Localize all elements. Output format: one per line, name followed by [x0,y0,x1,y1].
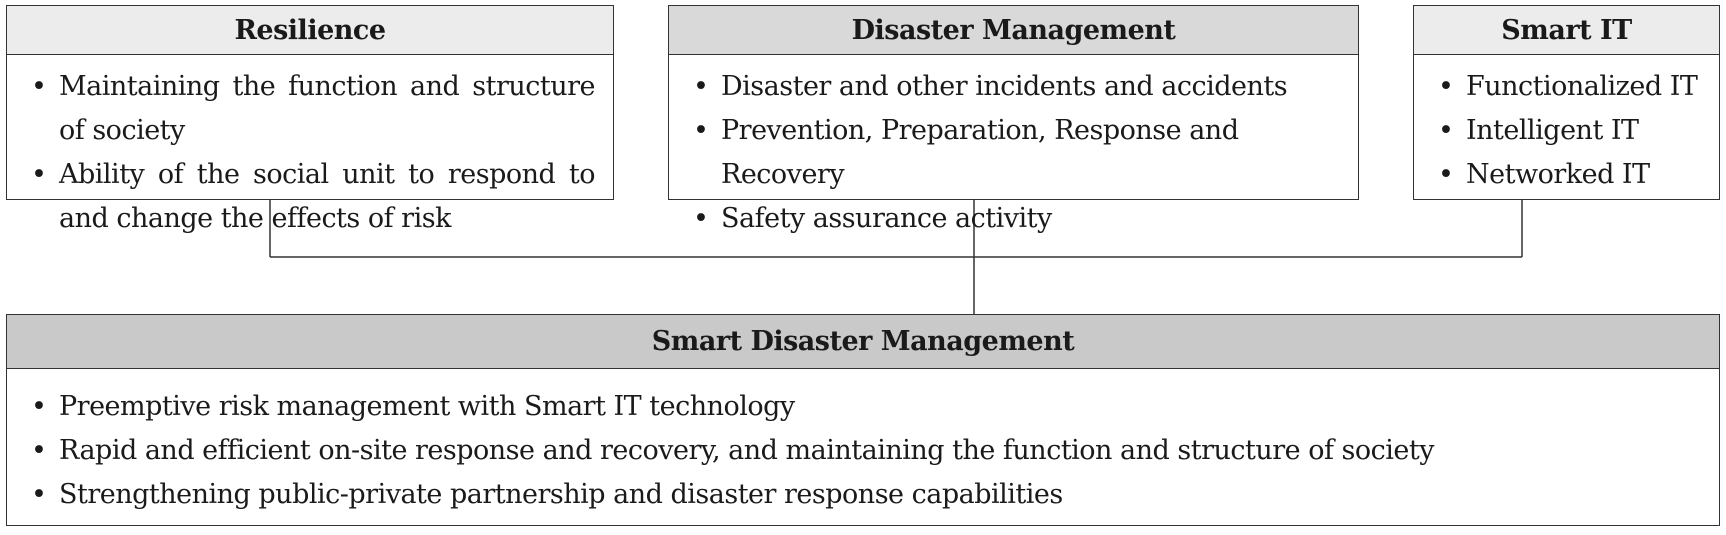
list-item: • Prevention, Preparation, Response and Recovery [693,109,1340,197]
resilience-box [6,5,614,234]
smart-it-box [1413,5,1720,200]
smart-disaster-management-title: Smart Disaster Management [7,315,1719,369]
list-item: • Disaster and other incidents and accidents [693,65,1340,109]
list-item: • Strengthening public-private partnership and disaster response capabilities [31,473,1701,517]
list-item: • Networked IT [1438,153,1701,197]
resilience-list [7,55,613,241]
smart-it-title: Smart IT [1414,6,1719,55]
disaster-management-box [668,5,1359,234]
disaster-management-title: Disaster Management [669,6,1358,55]
smart-disaster-management-box [6,314,1720,526]
list-item: • Rapid and efficient on-site response and recovery, and maintaining the function and structure of society [31,429,1701,473]
list-item: • Safety assurance activity [693,197,1340,241]
smart-disaster-management-list [7,369,1719,517]
list-item: • Functionalized IT [1438,65,1701,109]
resilience-title: Resilience [7,6,613,55]
disaster-management-list [669,55,1358,241]
list-item: • Maintaining the function and structure of society [31,65,595,153]
list-item: • Preemptive risk management with Smart IT technology [31,385,1701,429]
list-item: • Ability of the social unit to respond to and change the effects of risk [31,153,595,241]
list-item: • Intelligent IT [1438,109,1701,153]
smart-it-list [1414,55,1719,197]
